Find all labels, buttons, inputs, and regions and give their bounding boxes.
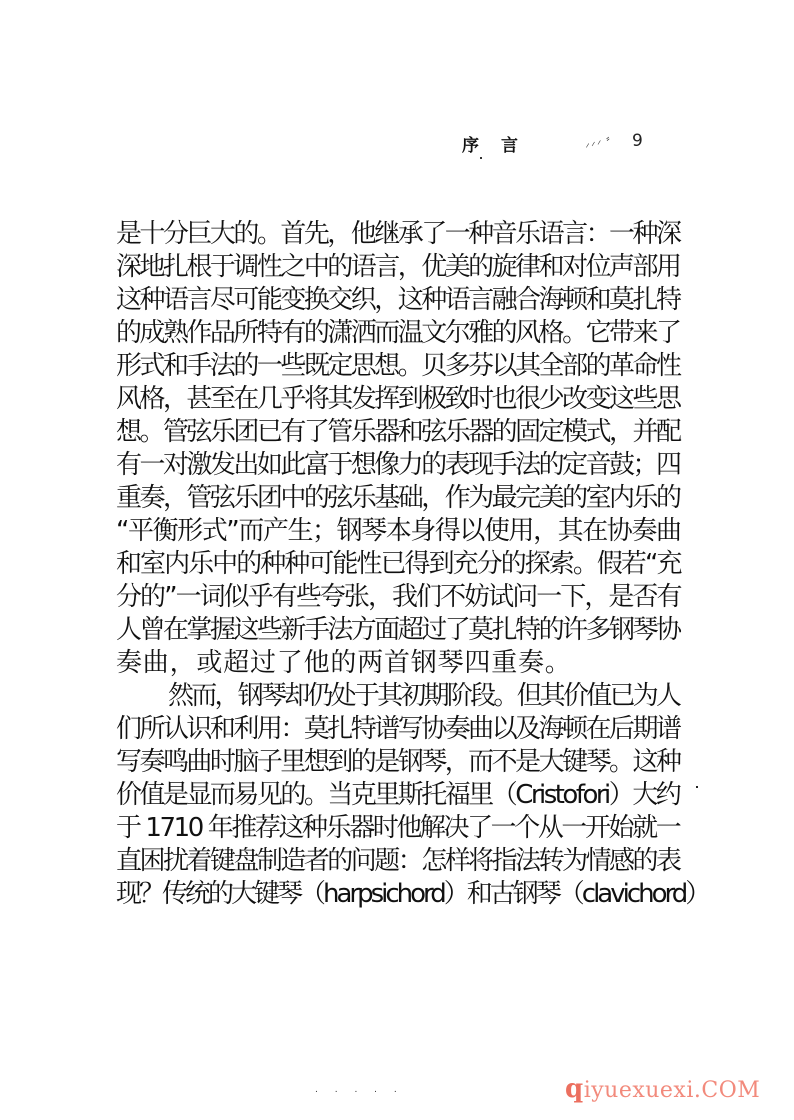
page-number: 9 [632, 131, 643, 151]
text-line: 形式和手法的一些既定思想。贝多芬以其全部的革命性 [116, 351, 680, 381]
text-line: 这种语言尽可能变换交织，这种语言融合海顿和莫扎特 [116, 285, 680, 315]
text-line: “平衡形式”而产生；钢琴本身得以使用，其在协奏曲 [116, 516, 681, 546]
text-line: 于 1710 年推荐这种乐器时他解决了一个从一开始就一 [116, 813, 680, 843]
text-line: 们所认识和利用：莫扎特谱写协奏曲以及海顿在后期谱 [116, 714, 680, 744]
text-line: 现？传统的大键琴（harpsichord）和古钢琴（clavichord） [116, 879, 709, 909]
text-line: 是十分巨大的。首先，他继承了一种音乐语言：一种深 [116, 219, 680, 249]
text-line: 人曾在掌握这些新手法方面超过了莫扎特的许多钢琴协 [116, 615, 680, 645]
ornament-icon: ⸝⸝⸝ ⸗ [583, 132, 612, 150]
text-line: 重奏，管弦乐团中的弦乐基础，作为最完美的室内乐的 [116, 483, 680, 513]
text-line: 风格，甚至在几乎将其发挥到极致时也很少改变这些思 [116, 384, 680, 414]
body-text [116, 218, 709, 911]
watermark-text: iyuexuexi.COM [583, 1078, 761, 1103]
paragraph-2 [116, 680, 709, 911]
text-line: 直困扰着键盘制造者的问题：怎样将指法转为情感的表 [116, 846, 680, 876]
text-line: 写奏鸣曲时脑子里想到的是钢琴，而不是大键琴。这种 [116, 747, 680, 777]
text-line: 想。管弦乐团已有了管乐器和弦乐器的固定模式，并配 [116, 417, 680, 447]
text-line: 的成熟作品所特有的潇洒而温文尔雅的风格。它带来了 [116, 318, 680, 348]
header-dot [480, 157, 482, 159]
text-line: 和室内乐中的种种可能性已得到充分的探索。假若“充 [116, 549, 681, 579]
text-line: 然而，钢琴却仍处于其初期阶段。但其价值已为人 [168, 681, 680, 711]
paragraph-1 [116, 218, 682, 680]
text-line: 分的”一词似乎有些夸张，我们不妨试问一下，是否有 [116, 582, 681, 612]
text-line: 价值是显而易见的。当克里斯托福里（Cristofori）大约 [116, 780, 680, 810]
watermark [565, 1074, 760, 1104]
chapter-title: 序言 [462, 136, 540, 156]
scan-speck [696, 786, 698, 788]
watermark-logo-icon: q [565, 1074, 584, 1104]
text-line: 奏曲，或超过了他的两首钢琴四重奏。 [116, 648, 572, 678]
text-line: 有一对激发出如此富于想像力的表现手法的定音鼓；四 [116, 450, 680, 480]
text-line: 深地扎根于调性之中的语言，优美的旋律和对位声部用 [116, 252, 680, 282]
footer-dots: . . . . . [315, 1085, 404, 1095]
